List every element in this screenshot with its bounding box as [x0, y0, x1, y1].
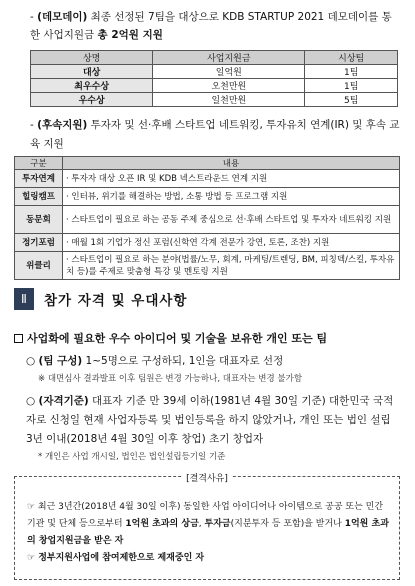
table-row: [31, 79, 398, 93]
award-name: 최우수상: [31, 79, 153, 93]
disqualification-caption: [결격사유]: [182, 471, 232, 484]
disqualification-items: [27, 499, 391, 567]
award-amount: 오천만원: [153, 79, 305, 93]
award-name: 우수상: [31, 93, 153, 107]
eligibility-criteria: [26, 392, 400, 449]
demo-day-tag: (데모데이): [37, 11, 88, 23]
item-text: (지분투자 등 포함)을 받거나: [230, 519, 345, 529]
item-text: ☞ 최근 3년간(2018년 4월 30일 이후) 동일한 사업 아이디어나 아이템으로 공공 또는 민간 기관 및 단체 등으로부터: [27, 502, 384, 529]
support-category: 위클리: [15, 252, 63, 280]
section-title: 참가 자격 및 우대사항: [44, 293, 188, 309]
topic-heading: [14, 330, 327, 346]
support-table-header: [15, 157, 400, 170]
demo-day-total: 총 2억원 지원: [97, 29, 163, 41]
table-row: [15, 206, 400, 234]
disqualification-item: ☞ 정부지원사업에 참여제한으로 제재중인 자: [27, 553, 205, 563]
support-content: · 매월 1회 기업가 정신 포럼(신학연 각계 전문가 강연, 토론, 조찬) 지원: [63, 234, 400, 252]
header-cell: 구분: [15, 157, 63, 170]
header-cell: 시상팀: [305, 51, 398, 65]
dash: -: [30, 11, 34, 23]
support-content: · 스타트업이 필요로 하는 공동 주제 중심으로 선·후배 스타트업 및 투자자 네트워킹 지원: [63, 206, 400, 234]
table-row: [15, 188, 400, 206]
demo-day-paragraph: [30, 8, 400, 44]
section-number: Ⅱ: [14, 288, 34, 310]
item-bold: 투자금: [204, 519, 231, 529]
support-category: 정기포럼: [15, 234, 63, 252]
award-teams: 5팀: [305, 93, 398, 107]
section-header: [14, 288, 400, 310]
item-bold: 1억원 초과의 창업지원금을 받은 자: [27, 519, 389, 546]
support-content: · 투자자 대상 오픈 IR 및 KDB 넥스트라운드 연계 지원: [63, 170, 400, 188]
table-row: [31, 93, 398, 107]
support-content: · 스타트업이 필요로 하는 분야(법률/노무, 회계, 마케팅/트렌딩, BM, 피칭덱/스킬, 투자유치 등)를 주제로 맞춤형 특강 및 멘토링 지원: [63, 252, 400, 280]
topic-text: 사업화에 필요한 우수 아이디어 및 기술을 보유한 개인 또는 팀: [27, 332, 328, 345]
circle-bullet-icon: ○: [26, 355, 36, 367]
support-category: 동문회: [15, 206, 63, 234]
award-amount: 일천만원: [153, 93, 305, 107]
table-row: [15, 252, 400, 280]
eligibility-text: 대표자 기준 만 39세 이하(1981년 4월 30일 기준) 대한민국 국적자로 신청일 현재 사업자등록 및 법인등록을 하지 않았거나, 개인 또는 법인 설립 3년 이내(2018년 4월 30일 이후 창업) 초기 창업자: [26, 395, 394, 445]
followup-text: 투자자 및 선·후배 스타트업 네트워킹, 투자유치 연계(IR) 및 후속 교육 지원: [30, 119, 400, 150]
award-teams: 1팀: [305, 65, 398, 79]
support-table: [14, 156, 400, 280]
header-cell: 사업지원금: [153, 51, 305, 65]
disqualification-item: [27, 499, 391, 550]
team-composition: [26, 352, 400, 371]
team-note: ※ 대면심사 결과발표 이후 팀원은 변경 가능하나, 대표자는 변경 불가함: [38, 374, 303, 384]
circle-bullet-icon: ○: [26, 395, 36, 407]
team-text: 1~5명으로 구성하되, 1인을 대표자로 선정: [82, 355, 284, 367]
eligibility-note: * 개인은 사업 개시일, 법인은 법인설립등기일 기준: [38, 452, 226, 462]
award-table-header: [31, 51, 398, 65]
eligibility-tag: (자격기준): [38, 395, 89, 407]
support-category: 힐링캠프: [15, 188, 63, 206]
table-row: [31, 65, 398, 79]
followup-paragraph: [30, 116, 400, 154]
award-teams: 1팀: [305, 79, 398, 93]
followup-tag: (후속지원): [37, 119, 88, 131]
square-bullet-icon: [14, 334, 23, 343]
item-text: ,: [198, 519, 205, 529]
table-row: [15, 234, 400, 252]
award-amount: 일억원: [153, 65, 305, 79]
header-cell: 상명: [31, 51, 153, 65]
header-cell: 내용: [63, 157, 400, 170]
award-name: 대상: [31, 65, 153, 79]
support-content: · 인터뷰, 위기를 해결하는 방법, 소통 방법 등 프로그램 지원: [63, 188, 400, 206]
dash: -: [30, 119, 34, 131]
team-tag: (팀 구성): [38, 355, 83, 367]
table-row: [15, 170, 400, 188]
award-table: [30, 50, 398, 107]
demo-day-text: 최종 선정된 7팀을 대상으로 KDB STARTUP 2021 데모데이를 통한 사업지원금: [30, 11, 392, 41]
disqualification-box: [14, 476, 400, 580]
support-category: 투자연계: [15, 170, 63, 188]
item-bold: 1억원 초과의 상금: [125, 519, 199, 529]
